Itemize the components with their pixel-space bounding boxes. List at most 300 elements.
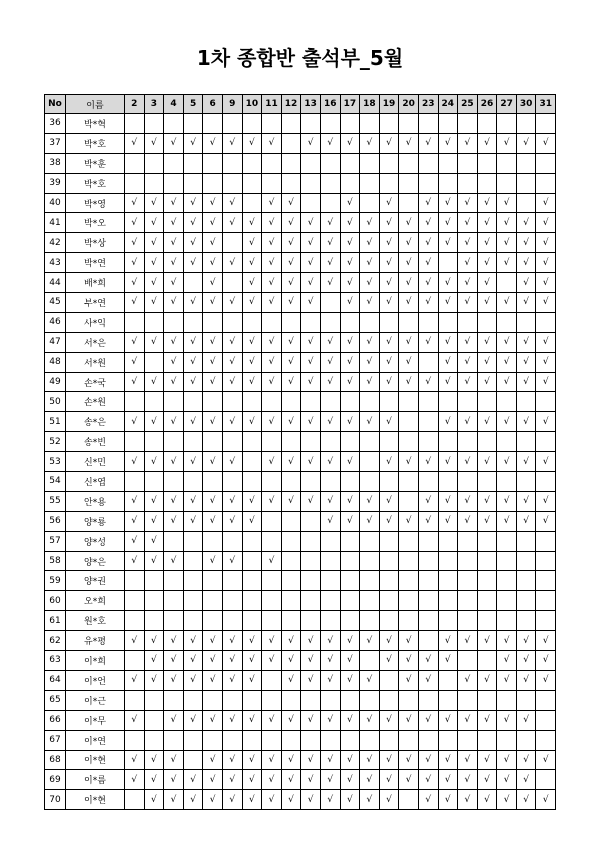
attendance-empty: [458, 432, 478, 452]
attendance-check: √: [320, 710, 340, 730]
attendance-check: √: [379, 193, 399, 213]
attendance-check: √: [458, 133, 478, 153]
attendance-check: √: [301, 133, 321, 153]
attendance-empty: [164, 432, 184, 452]
attendance-check: √: [458, 273, 478, 293]
attendance-check: √: [320, 233, 340, 253]
attendance-check: √: [281, 352, 301, 372]
attendance-empty: [418, 551, 438, 571]
row-number: 70: [45, 790, 66, 810]
attendance-empty: [360, 472, 380, 492]
attendance-empty: [458, 551, 478, 571]
attendance-check: √: [536, 790, 556, 810]
attendance-check: √: [340, 631, 360, 651]
table-row: [45, 511, 556, 531]
attendance-check: √: [125, 293, 145, 313]
attendance-empty: [222, 273, 242, 293]
attendance-empty: [458, 114, 478, 134]
attendance-empty: [340, 114, 360, 134]
attendance-check: √: [399, 253, 419, 273]
row-number: 55: [45, 491, 66, 511]
student-name: 이*현: [66, 790, 125, 810]
attendance-check: √: [222, 670, 242, 690]
attendance-check: √: [477, 332, 497, 352]
attendance-empty: [125, 611, 145, 631]
attendance-empty: [320, 173, 340, 193]
attendance-empty: [301, 392, 321, 412]
attendance-check: √: [340, 372, 360, 392]
student-name: 원*호: [66, 611, 125, 631]
attendance-check: √: [379, 213, 399, 233]
attendance-check: √: [144, 651, 164, 671]
table-row: [45, 472, 556, 492]
header-day: 31: [536, 95, 556, 114]
attendance-empty: [458, 173, 478, 193]
attendance-empty: [281, 730, 301, 750]
attendance-check: √: [536, 750, 556, 770]
attendance-empty: [340, 392, 360, 412]
attendance-check: √: [281, 253, 301, 273]
attendance-check: √: [222, 253, 242, 273]
attendance-empty: [340, 551, 360, 571]
attendance-empty: [222, 392, 242, 412]
attendance-check: √: [497, 293, 517, 313]
attendance-check: √: [222, 750, 242, 770]
attendance-empty: [203, 571, 223, 591]
attendance-empty: [399, 392, 419, 412]
attendance-empty: [458, 153, 478, 173]
attendance-check: √: [144, 452, 164, 472]
attendance-check: √: [340, 233, 360, 253]
attendance-check: √: [516, 750, 536, 770]
attendance-check: √: [477, 710, 497, 730]
attendance-empty: [301, 114, 321, 134]
header-day: 2: [125, 95, 145, 114]
attendance-empty: [360, 611, 380, 631]
attendance-empty: [262, 591, 282, 611]
attendance-empty: [203, 611, 223, 631]
attendance-check: √: [438, 651, 458, 671]
attendance-check: √: [125, 133, 145, 153]
attendance-empty: [399, 193, 419, 213]
attendance-empty: [262, 432, 282, 452]
attendance-check: √: [477, 293, 497, 313]
attendance-check: √: [144, 233, 164, 253]
attendance-empty: [262, 173, 282, 193]
row-number: 66: [45, 710, 66, 730]
attendance-check: √: [399, 273, 419, 293]
attendance-check: √: [281, 293, 301, 313]
attendance-check: √: [281, 750, 301, 770]
table-row: [45, 790, 556, 810]
attendance-check: √: [399, 710, 419, 730]
student-name: 양*룡: [66, 511, 125, 531]
attendance-empty: [144, 710, 164, 730]
page-title: 1차 종합반 출석부_5월: [196, 46, 404, 70]
row-number: 60: [45, 591, 66, 611]
attendance-empty: [281, 472, 301, 492]
header-day: 4: [164, 95, 184, 114]
row-number: 51: [45, 412, 66, 432]
attendance-check: √: [418, 372, 438, 392]
attendance-empty: [183, 591, 203, 611]
attendance-check: √: [360, 273, 380, 293]
attendance-check: √: [458, 750, 478, 770]
attendance-empty: [320, 114, 340, 134]
attendance-check: √: [477, 352, 497, 372]
attendance-check: √: [222, 213, 242, 233]
attendance-empty: [399, 690, 419, 710]
attendance-empty: [477, 571, 497, 591]
row-number: 56: [45, 511, 66, 531]
attendance-empty: [497, 611, 517, 631]
attendance-check: √: [340, 293, 360, 313]
attendance-empty: [399, 432, 419, 452]
attendance-check: √: [203, 253, 223, 273]
attendance-empty: [458, 392, 478, 412]
student-name: 신*민: [66, 452, 125, 472]
attendance-check: √: [183, 770, 203, 790]
attendance-empty: [281, 611, 301, 631]
attendance-empty: [125, 153, 145, 173]
student-name: 송*은: [66, 412, 125, 432]
attendance-empty: [320, 432, 340, 452]
attendance-check: √: [164, 750, 184, 770]
header-day: 16: [320, 95, 340, 114]
attendance-check: √: [516, 670, 536, 690]
attendance-check: √: [262, 332, 282, 352]
attendance-empty: [418, 730, 438, 750]
attendance-empty: [242, 432, 262, 452]
attendance-check: √: [183, 253, 203, 273]
attendance-check: √: [536, 293, 556, 313]
attendance-check: √: [418, 710, 438, 730]
attendance-empty: [340, 472, 360, 492]
attendance-empty: [497, 730, 517, 750]
attendance-check: √: [360, 233, 380, 253]
header-day: 18: [360, 95, 380, 114]
attendance-empty: [497, 472, 517, 492]
attendance-check: √: [203, 452, 223, 472]
student-name: 박*상: [66, 233, 125, 253]
attendance-empty: [340, 531, 360, 551]
row-number: 54: [45, 472, 66, 492]
attendance-empty: [281, 690, 301, 710]
attendance-check: √: [301, 253, 321, 273]
attendance-empty: [183, 312, 203, 332]
attendance-empty: [379, 571, 399, 591]
table-row: [45, 392, 556, 412]
attendance-check: √: [301, 631, 321, 651]
attendance-check: √: [418, 253, 438, 273]
row-number: 46: [45, 312, 66, 332]
attendance-check: √: [536, 491, 556, 511]
attendance-empty: [360, 114, 380, 134]
attendance-check: √: [320, 412, 340, 432]
attendance-check: √: [340, 412, 360, 432]
attendance-check: √: [497, 790, 517, 810]
attendance-empty: [360, 551, 380, 571]
attendance-check: √: [203, 193, 223, 213]
attendance-check: √: [516, 352, 536, 372]
attendance-empty: [164, 153, 184, 173]
attendance-empty: [379, 153, 399, 173]
attendance-empty: [320, 472, 340, 492]
attendance-empty: [438, 591, 458, 611]
attendance-check: √: [320, 670, 340, 690]
attendance-empty: [477, 531, 497, 551]
attendance-check: √: [497, 372, 517, 392]
attendance-check: √: [203, 670, 223, 690]
attendance-empty: [262, 730, 282, 750]
attendance-check: √: [144, 511, 164, 531]
attendance-empty: [418, 432, 438, 452]
attendance-empty: [516, 611, 536, 631]
attendance-check: √: [360, 670, 380, 690]
attendance-empty: [320, 312, 340, 332]
attendance-check: √: [438, 412, 458, 432]
attendance-check: √: [379, 770, 399, 790]
attendance-check: √: [516, 233, 536, 253]
attendance-check: √: [399, 293, 419, 313]
attendance-check: √: [360, 750, 380, 770]
attendance-check: √: [536, 133, 556, 153]
attendance-check: √: [497, 452, 517, 472]
attendance-check: √: [497, 332, 517, 352]
attendance-check: √: [320, 651, 340, 671]
student-name: 박*연: [66, 253, 125, 273]
attendance-check: √: [418, 790, 438, 810]
attendance-check: √: [360, 133, 380, 153]
attendance-empty: [222, 591, 242, 611]
attendance-check: √: [222, 352, 242, 372]
attendance-empty: [497, 312, 517, 332]
attendance-empty: [438, 153, 458, 173]
table-row: [45, 432, 556, 452]
attendance-check: √: [144, 273, 164, 293]
attendance-empty: [418, 591, 438, 611]
attendance-check: √: [262, 790, 282, 810]
attendance-check: √: [242, 133, 262, 153]
student-name: 이*근: [66, 690, 125, 710]
attendance-empty: [222, 730, 242, 750]
attendance-check: √: [281, 631, 301, 651]
attendance-empty: [399, 312, 419, 332]
attendance-check: √: [301, 412, 321, 432]
attendance-check: √: [144, 670, 164, 690]
attendance-empty: [379, 690, 399, 710]
attendance-check: √: [164, 293, 184, 313]
attendance-check: √: [477, 133, 497, 153]
attendance-check: √: [144, 332, 164, 352]
attendance-check: √: [222, 332, 242, 352]
row-number: 40: [45, 193, 66, 213]
attendance-check: √: [477, 790, 497, 810]
attendance-check: √: [262, 253, 282, 273]
row-number: 41: [45, 213, 66, 233]
attendance-empty: [125, 432, 145, 452]
attendance-check: √: [281, 452, 301, 472]
row-number: 58: [45, 551, 66, 571]
attendance-check: √: [379, 452, 399, 472]
row-number: 59: [45, 571, 66, 591]
attendance-empty: [477, 472, 497, 492]
table-row: [45, 173, 556, 193]
attendance-check: √: [438, 293, 458, 313]
row-number: 63: [45, 651, 66, 671]
attendance-empty: [418, 472, 438, 492]
attendance-empty: [262, 611, 282, 631]
attendance-empty: [340, 690, 360, 710]
attendance-check: √: [242, 670, 262, 690]
attendance-check: √: [301, 293, 321, 313]
attendance-empty: [262, 670, 282, 690]
attendance-empty: [242, 531, 262, 551]
attendance-empty: [340, 730, 360, 750]
attendance-check: √: [222, 412, 242, 432]
attendance-body: [45, 114, 556, 810]
attendance-check: √: [497, 511, 517, 531]
attendance-check: √: [477, 452, 497, 472]
attendance-check: √: [242, 790, 262, 810]
attendance-empty: [418, 114, 438, 134]
attendance-check: √: [222, 372, 242, 392]
attendance-empty: [536, 730, 556, 750]
attendance-empty: [242, 312, 262, 332]
attendance-check: √: [222, 551, 242, 571]
attendance-check: √: [379, 352, 399, 372]
attendance-empty: [183, 611, 203, 631]
table-row: [45, 770, 556, 790]
attendance-empty: [320, 392, 340, 412]
row-number: 43: [45, 253, 66, 273]
student-name: 부*연: [66, 293, 125, 313]
attendance-check: √: [203, 372, 223, 392]
attendance-empty: [320, 730, 340, 750]
attendance-check: √: [183, 233, 203, 253]
attendance-check: √: [222, 710, 242, 730]
attendance-check: √: [262, 372, 282, 392]
attendance-check: √: [203, 293, 223, 313]
attendance-empty: [516, 173, 536, 193]
attendance-empty: [458, 312, 478, 332]
attendance-empty: [418, 352, 438, 372]
attendance-check: √: [222, 770, 242, 790]
attendance-check: √: [242, 233, 262, 253]
attendance-check: √: [497, 412, 517, 432]
header-day: 5: [183, 95, 203, 114]
attendance-empty: [281, 114, 301, 134]
attendance-empty: [458, 611, 478, 631]
attendance-check: √: [497, 253, 517, 273]
attendance-empty: [438, 571, 458, 591]
student-name: 박*훈: [66, 153, 125, 173]
attendance-check: √: [497, 670, 517, 690]
attendance-check: √: [281, 790, 301, 810]
attendance-check: √: [262, 631, 282, 651]
attendance-empty: [262, 690, 282, 710]
attendance-check: √: [340, 193, 360, 213]
attendance-empty: [144, 730, 164, 750]
attendance-empty: [164, 173, 184, 193]
attendance-empty: [183, 432, 203, 452]
attendance-check: √: [281, 372, 301, 392]
attendance-check: √: [340, 133, 360, 153]
attendance-check: √: [242, 253, 262, 273]
attendance-empty: [477, 392, 497, 412]
attendance-check: √: [262, 273, 282, 293]
attendance-empty: [242, 392, 262, 412]
header-day: 11: [262, 95, 282, 114]
attendance-empty: [438, 730, 458, 750]
student-name: 박*호: [66, 133, 125, 153]
attendance-empty: [418, 611, 438, 631]
attendance-check: √: [536, 452, 556, 472]
header-day: 30: [516, 95, 536, 114]
attendance-check: √: [242, 511, 262, 531]
attendance-check: √: [164, 412, 184, 432]
attendance-check: √: [497, 631, 517, 651]
attendance-empty: [242, 173, 262, 193]
attendance-empty: [125, 472, 145, 492]
attendance-empty: [164, 312, 184, 332]
attendance-empty: [262, 571, 282, 591]
attendance-check: √: [144, 790, 164, 810]
attendance-check: √: [242, 750, 262, 770]
attendance-check: √: [399, 750, 419, 770]
student-name: 박*혁: [66, 114, 125, 134]
attendance-empty: [438, 253, 458, 273]
attendance-check: √: [399, 352, 419, 372]
attendance-empty: [360, 591, 380, 611]
attendance-empty: [301, 312, 321, 332]
attendance-check: √: [125, 670, 145, 690]
attendance-empty: [536, 770, 556, 790]
table-row: [45, 631, 556, 651]
attendance-check: √: [497, 710, 517, 730]
attendance-check: √: [477, 372, 497, 392]
attendance-empty: [242, 472, 262, 492]
attendance-check: √: [242, 631, 262, 651]
attendance-empty: [262, 312, 282, 332]
attendance-empty: [222, 233, 242, 253]
attendance-empty: [222, 690, 242, 710]
attendance-empty: [301, 591, 321, 611]
attendance-check: √: [301, 452, 321, 472]
attendance-check: √: [320, 631, 340, 651]
attendance-empty: [399, 790, 419, 810]
attendance-check: √: [125, 491, 145, 511]
attendance-check: √: [340, 253, 360, 273]
attendance-empty: [536, 531, 556, 551]
attendance-empty: [301, 571, 321, 591]
attendance-empty: [340, 173, 360, 193]
row-number: 62: [45, 631, 66, 651]
row-number: 50: [45, 392, 66, 412]
attendance-check: √: [458, 193, 478, 213]
attendance-empty: [125, 790, 145, 810]
attendance-check: √: [536, 412, 556, 432]
attendance-empty: [183, 153, 203, 173]
header-day: 20: [399, 95, 419, 114]
attendance-empty: [242, 551, 262, 571]
attendance-check: √: [360, 372, 380, 392]
attendance-check: √: [379, 710, 399, 730]
attendance-check: √: [125, 511, 145, 531]
table-row: [45, 452, 556, 472]
attendance-empty: [497, 531, 517, 551]
attendance-empty: [360, 153, 380, 173]
